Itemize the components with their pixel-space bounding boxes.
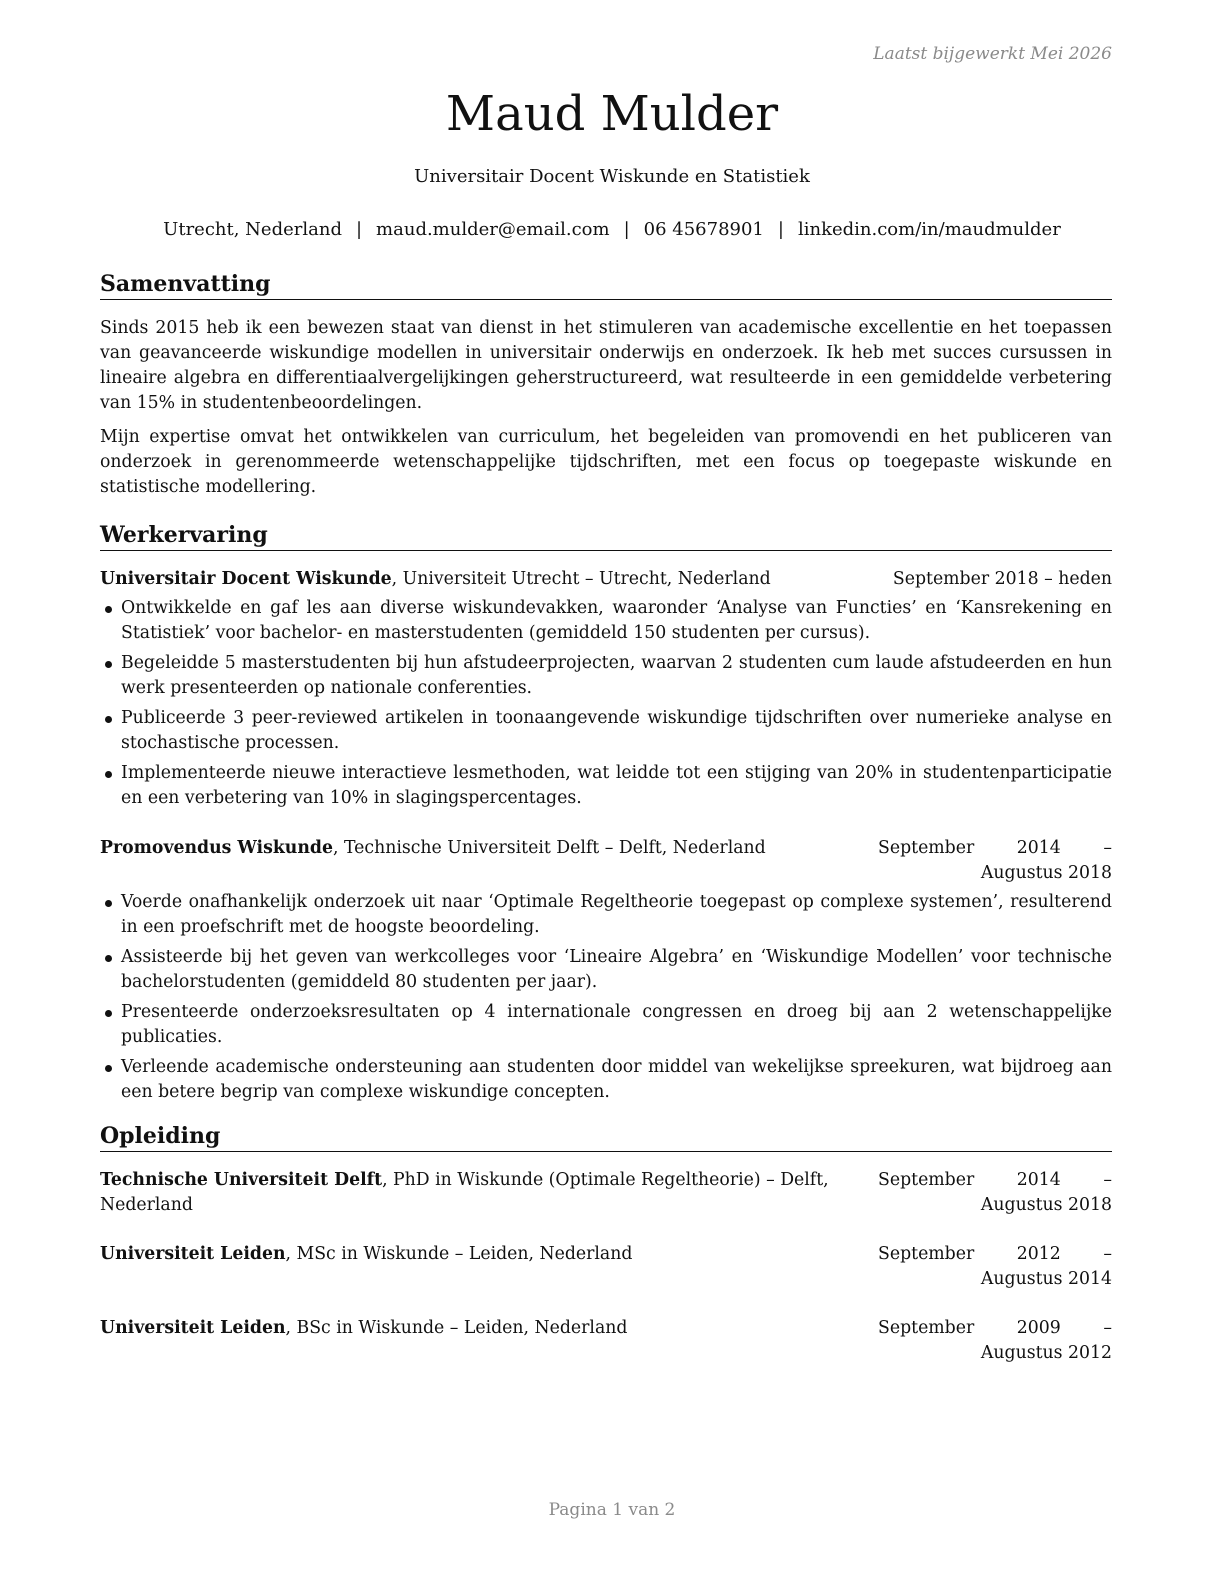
contact-separator: | [777,219,784,240]
job-role: Universitair Docent Wiskunde [100,569,392,589]
job-bullets [100,596,1112,811]
education-dates: September 2009 – Augustus 2012 [878,1318,1112,1363]
education-heading: Opleiding [100,1122,1112,1152]
contact-email[interactable]: maud.mulder@email.com [376,219,610,240]
contact-phone: 06 45678901 [643,219,764,240]
summary-heading: Samenvatting [100,270,1112,300]
bullet-item: Verleende academische ondersteuning aan studenten door middel van wekelijkse spreekuren, wat bijdroeg aan een betere begrip van complexe wiskundige concepten. [100,1055,1112,1105]
summary-paragraph: Sinds 2015 heb ik een bewezen staat van dienst in het stimuleren van academische excellentie en het toepassen van geavanceerde wiskundige modellen in universitair onderwijs en onderzoek. Ik heb met succes cursussen in lineaire algebra en differentiaalvergelijkingen geherstructureerd, wat resulteerde in een gemiddelde verbetering van 15% in studentenbeoordelingen. [100,318,1112,413]
resume-content [100,270,1112,1390]
candidate-name: Maud Mulder [445,86,779,142]
contact-line [0,219,1224,240]
education-entry [100,1168,1112,1218]
summary-paragraph: Mijn expertise omvat het ontwikkelen van curriculum, het begeleiden van promovendi en het publiceren van onderzoek in gerenommeerde wetenschappelijke tijdschriften, met een focus op toegepaste wiskunde en statistische modellering. [100,427,1112,497]
job-dates: September 2014 – Augustus 2018 [878,838,1112,883]
experience-heading: Werkervaring [100,521,1112,551]
job-entry [100,836,1112,1105]
last-updated-note: Laatst bijgewerkt Mei 2026 [873,44,1112,64]
job-organization: , Technische Universiteit Delft – Delft, Nederland [333,838,766,858]
contact-separator: | [355,219,363,240]
education-school: Technische Universiteit Delft [100,1170,383,1190]
bullet-item: Presenteerde onderzoeksresultaten op 4 internationale congressen en droeg bij aan 2 wetenschappelijke publicaties. [100,1000,1112,1050]
bullet-item: Begeleidde 5 masterstudenten bij hun afstudeerprojecten, waarvan 2 studenten cum laude afstudeerden en hun werk presenteerden op nationale conferenties. [100,651,1112,701]
job-organization: , Universiteit Utrecht – Utrecht, Nederland [391,569,771,589]
education-school: Universiteit Leiden [100,1318,286,1338]
job-header [100,836,1112,886]
job-bullets [100,890,1112,1105]
page-number: Pagina 1 van 2 [548,1500,676,1520]
education-school: Universiteit Leiden [100,1244,286,1264]
education-detail: , PhD in Wiskunde (Optimale Regeltheorie) – Delft, Nederland [100,1170,829,1215]
candidate-title: Universitair Docent Wiskunde en Statistiek [414,166,810,187]
bullet-item: Publiceerde 3 peer-reviewed artikelen in toonaangevende wiskundige tijdschriften over numerieke analyse en stochastische processen. [100,706,1112,756]
job-entry [100,567,1112,811]
education-detail: , MSc in Wiskunde – Leiden, Nederland [285,1244,633,1264]
job-header [100,567,1112,592]
education-entry [100,1242,1112,1292]
job-dates: September 2018 – heden [892,569,1112,589]
contact-location: Utrecht, Nederland [163,219,342,240]
contact-linkedin[interactable]: linkedin.com/in/maudmulder [797,219,1061,240]
education-entry [100,1316,1112,1366]
education-dates: September 2012 – Augustus 2014 [878,1244,1112,1289]
contact-separator: | [623,219,630,240]
education-detail: , BSc in Wiskunde – Leiden, Nederland [285,1318,628,1338]
job-role: Promovendus Wiskunde [100,838,334,858]
bullet-item: Implementeerde nieuwe interactieve lesmethoden, wat leidde tot een stijging van 20% in studentenparticipatie en een verbetering van 10% in slagingspercentages. [100,761,1112,811]
education-dates: September 2014 – Augustus 2018 [878,1170,1112,1215]
bullet-item: Assisteerde bij het geven van werkcolleges voor ‘Lineaire Algebra’ en ‘Wiskundige Modellen’ voor technische bachelorstudenten (gemiddeld 80 studenten per jaar). [100,945,1112,995]
bullet-item: Ontwikkelde en gaf les aan diverse wiskundevakken, waaronder ‘Analyse van Functies’ en ‘Kansrekening en Statistiek’ voor bachelor- en masterstudenten (gemiddeld 150 studenten per cursus). [100,596,1112,646]
bullet-item: Voerde onafhankelijk onderzoek uit naar ‘Optimale Regeltheorie toegepast op complexe systemen’, resulterend in een proefschrift met de hoogste beoordeling. [100,890,1112,940]
